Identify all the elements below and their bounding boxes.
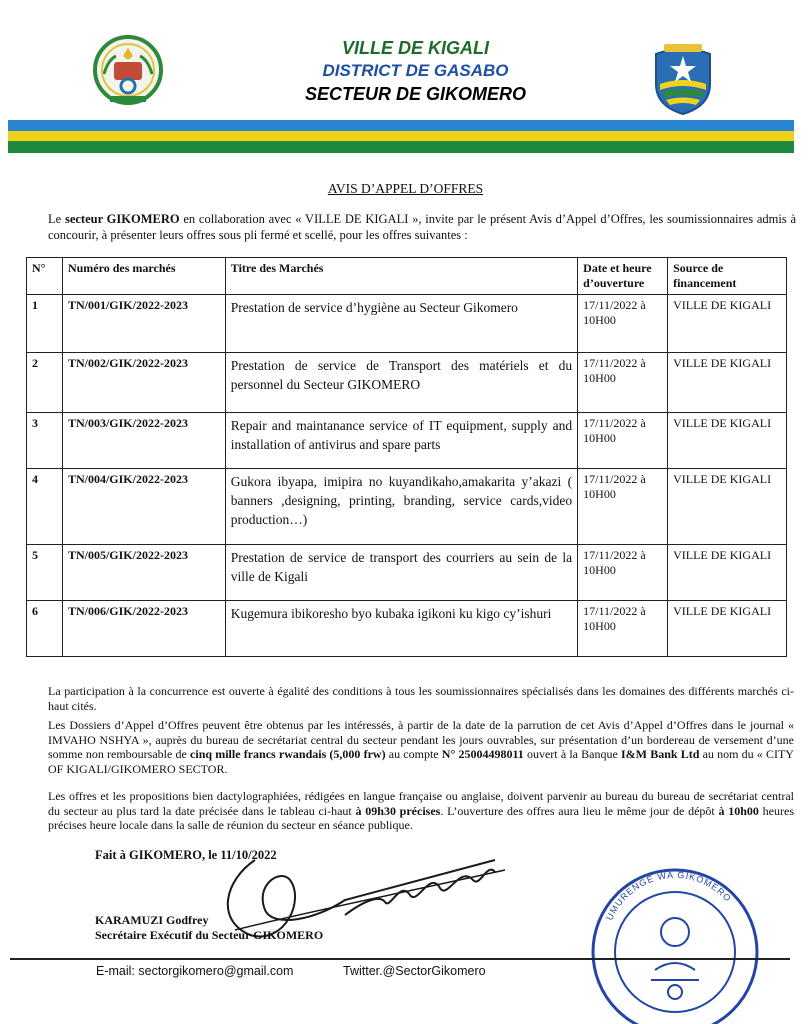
col-header-reference: Numéro des marchés bbox=[62, 258, 225, 295]
cell-funding-source: VILLE DE KIGALI bbox=[668, 353, 787, 413]
cell-title: Prestation de service de transport des courriers au sein de la ville de Kigali bbox=[225, 545, 577, 601]
table-row bbox=[27, 545, 787, 601]
cell-opening-date: 17/11/2022 à 10H00 bbox=[578, 469, 668, 545]
table-header-row bbox=[27, 258, 787, 295]
table-row bbox=[27, 413, 787, 469]
cell-title: Kugemura ibikoresho byo kubaka igikoni ku kigo cy’ishuri bbox=[225, 601, 577, 657]
place-date: Fait à GIKOMERO, le 11/10/2022 bbox=[95, 848, 277, 862]
cell-number: 2 bbox=[27, 353, 63, 413]
cell-title: Prestation de service d’hygiène au Secteur Gikomero bbox=[225, 295, 577, 353]
cell-funding-source: VILLE DE KIGALI bbox=[668, 601, 787, 657]
flag-stripe-blue bbox=[8, 120, 794, 131]
sector-heading: SECTEUR DE GIKOMERO bbox=[304, 84, 527, 104]
official-stamp-icon bbox=[585, 860, 765, 1024]
signatory-role: Secrétaire Exécutif du Secteur GIKOMERO bbox=[95, 928, 324, 942]
svg-text:UMURENGE WA GIKOMERO: UMURENGE WA GIKOMERO bbox=[604, 869, 734, 922]
cell-title: Repair and maintanance service of IT equipment, supply and installation of antivirus and spare parts bbox=[225, 413, 577, 469]
cell-opening-date: 17/11/2022 à 10H00 bbox=[578, 601, 668, 657]
col-header-opening-date: Date et heure d’ouverture bbox=[578, 258, 668, 295]
flag-stripe-yellow bbox=[8, 131, 794, 141]
cell-funding-source: VILLE DE KIGALI bbox=[668, 413, 787, 469]
cell-number: 3 bbox=[27, 413, 63, 469]
intro-paragraph: Le secteur GIKOMERO en collaboration avec « VILLE DE KIGALI », invite par le présent Avis d’Appel d’Offres, les soumissionnaires admis à concourir, à présenter leurs offres sous pli fermé et scellé, pour les offres suivantes : bbox=[48, 212, 796, 242]
cell-funding-source: VILLE DE KIGALI bbox=[668, 295, 787, 353]
cell-funding-source: VILLE DE KIGALI bbox=[668, 469, 787, 545]
cell-title: Gukora ibyapa, imipira no kuyandikaho,amakarita y’akazi ( banners ,designing, printing, branding, service cards,video production…) bbox=[225, 469, 577, 545]
cell-opening-date: 17/11/2022 à 10H00 bbox=[578, 545, 668, 601]
footer-email[interactable]: E-mail: sectorgikomero@gmail.com bbox=[96, 964, 294, 978]
footer-twitter[interactable]: Twitter.@SectorGikomero bbox=[343, 964, 486, 978]
cell-number: 4 bbox=[27, 469, 63, 545]
col-header-title: Titre des Marchés bbox=[225, 258, 577, 295]
table-row bbox=[27, 353, 787, 413]
footer-divider bbox=[10, 958, 790, 960]
cell-number: 5 bbox=[27, 545, 63, 601]
table-row bbox=[27, 601, 787, 657]
table-row bbox=[27, 295, 787, 353]
cell-reference: TN/003/GIK/2022-2023 bbox=[62, 413, 225, 469]
documents-paragraph: Les Dossiers d’Appel d’Offres peuvent être obtenus par les intéressés, à partir de la date de la parrution de cet Avis d’Appel d’Offres dans le journal « IMVAHO NSHYA », auprès du bureau de secrétariat central du secteur pendant les jours ouvrables, sur présentation d’un bordereau de versement d’une somme non remboursable de cinq mille francs rwandais (5,000 frw) au compte N° 25004498011 ouvert à la Banque I&M Bank Ltd au nom du « CITY OF KIGALI/GIKOMERO SECTOR. bbox=[48, 718, 794, 776]
cell-reference: TN/001/GIK/2022-2023 bbox=[62, 295, 225, 353]
cell-funding-source: VILLE DE KIGALI bbox=[668, 545, 787, 601]
col-header-funding-source: Source de financement bbox=[668, 258, 787, 295]
signatory-name: KARAMUZI Godfrey bbox=[95, 913, 209, 927]
cell-reference: TN/006/GIK/2022-2023 bbox=[62, 601, 225, 657]
cell-number: 1 bbox=[27, 295, 63, 353]
cell-opening-date: 17/11/2022 à 10H00 bbox=[578, 413, 668, 469]
cell-reference: TN/002/GIK/2022-2023 bbox=[62, 353, 225, 413]
notice-title: AVIS D’APPEL D’OFFRES bbox=[327, 181, 484, 196]
tenders-table bbox=[26, 257, 787, 657]
city-heading: VILLE DE KIGALI bbox=[341, 38, 489, 58]
cell-opening-date: 17/11/2022 à 10H00 bbox=[578, 295, 668, 353]
table-row bbox=[27, 469, 787, 545]
cell-reference: TN/005/GIK/2022-2023 bbox=[62, 545, 225, 601]
submission-paragraph: Les offres et les propositions bien dactylographiées, rédigées en langue française ou anglaise, doivent parvenir au bureau du bureau de secrétariat central du secteur au plus tard la date précisée dans le tableau ci-haut à 09h30 précises. L’ouverture des offres aura lieu le même jour de dépôt à 10h00 heures précises heure locale dans la salle de réunion du secteur en séance publique. bbox=[48, 789, 794, 832]
cell-opening-date: 17/11/2022 à 10H00 bbox=[578, 353, 668, 413]
flag-stripe-green bbox=[8, 141, 794, 153]
cell-reference: TN/004/GIK/2022-2023 bbox=[62, 469, 225, 545]
cell-number: 6 bbox=[27, 601, 63, 657]
cell-title: Prestation de service de Transport des matériels et du personnel du Secteur GIKOMERO bbox=[225, 353, 577, 413]
participation-paragraph: La participation à la concurrence est ouverte à égalité des conditions à tous les soumissionnaires spécialisés dans les domaines des différents marchés ci-haut cités. bbox=[48, 684, 794, 713]
district-heading: DISTRICT DE GASABO bbox=[322, 61, 509, 80]
col-header-number: N° bbox=[27, 258, 63, 295]
